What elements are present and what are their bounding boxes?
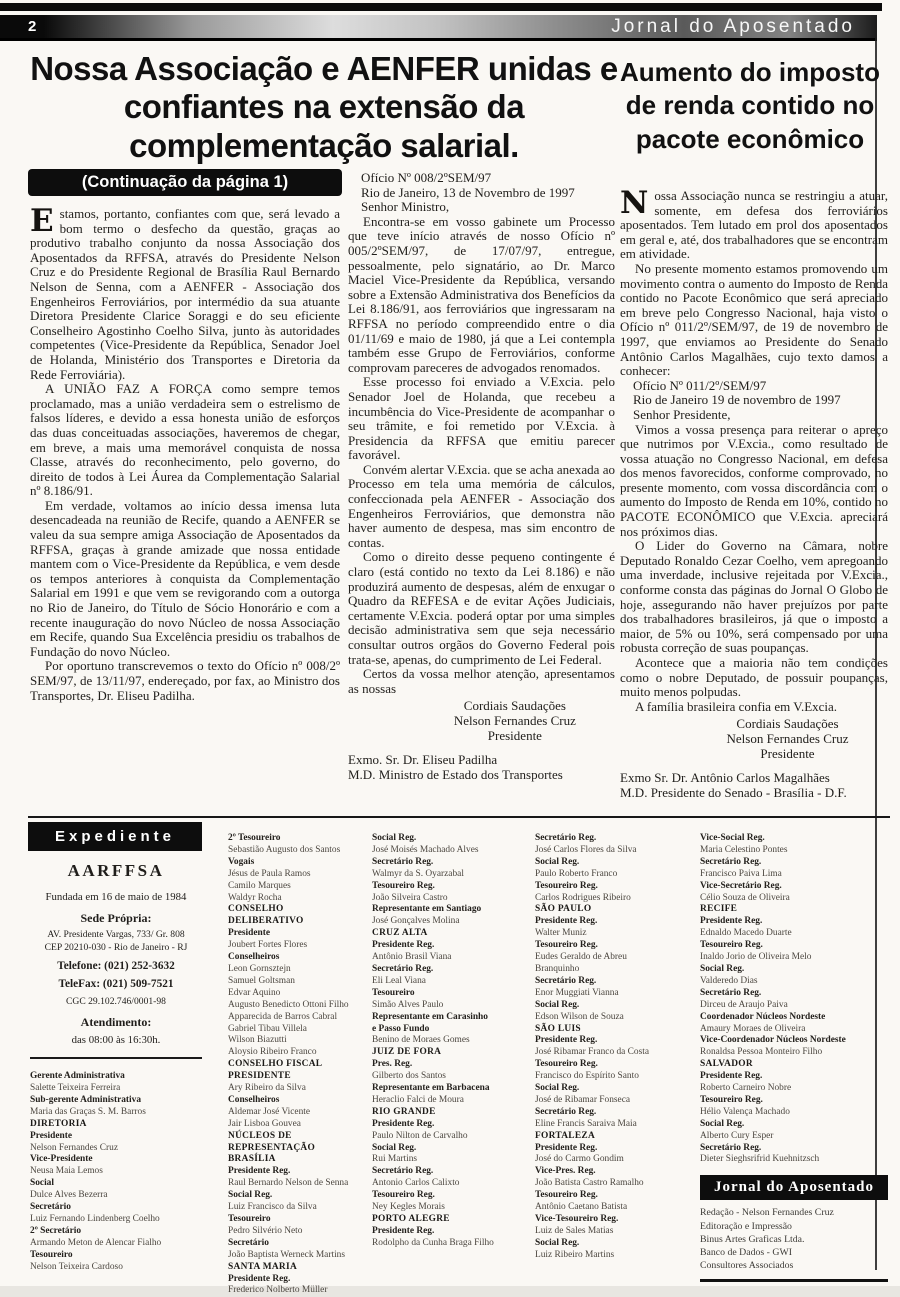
- masthead-column-e: [700, 833, 888, 1282]
- masthead-line: Antônio Caetano Batista: [535, 1202, 628, 1213]
- paragraph: Convém alertar V.Excia. que se acha anexada ao Processo em tela uma memória de cálculos, confeccionada pela AENFER - Associação dos Engenheiros Ferroviários, que demonstra não haver aumento de despesa, mas sim encontro de contas.: [348, 461, 615, 550]
- masthead-line: Antônio Brasil Viana: [372, 952, 452, 963]
- masthead-line: BRASÍLIA: [228, 1154, 276, 1165]
- masthead-line: Representante em Barbacena: [372, 1083, 490, 1094]
- staff-line: Dulce Alves Bezerra: [30, 1190, 108, 1201]
- masthead-line: RECIFE: [700, 904, 738, 915]
- masthead-line: SÃO LUIS: [535, 1023, 581, 1034]
- masthead-line: Tesoureiro Reg.: [535, 880, 598, 891]
- masthead-line: Enor Muggiati Vianna: [535, 987, 619, 998]
- masthead-divider-rule: [28, 816, 890, 818]
- masthead-line: Eline Francis Saraiva Maia: [535, 1118, 637, 1129]
- paragraph: Ofício Nº 008/2ºSEM/97: [361, 170, 492, 185]
- masthead-line: Tesoureiro: [228, 1214, 271, 1224]
- masthead-line: JUIZ DE FORA: [372, 1047, 442, 1058]
- drop-cap-n: N: [620, 185, 649, 221]
- masthead-line: Leon Gornsztejn: [228, 963, 291, 974]
- masthead-line: Edson Wilson de Souza: [535, 1011, 624, 1022]
- credit-line: Redação - Nelson Fernandes Cruz: [700, 1207, 834, 1219]
- masthead-line: Secretário Reg.: [535, 975, 597, 986]
- masthead-column-b: [228, 833, 370, 1297]
- masthead-line: Secretário: [228, 1237, 269, 1248]
- paragraph: Em verdade, voltamos ao início dessa imensa luta desencadeada na reunião de Recife, quando a AENFER se valeu da sua sempre amiga Associação de Aposentados da RFFSA, graças à grande amizade que nossa entidade mantem com o Vice-Presidente da República, e vem desde os tempos anteriores à conquista da Complementação Salarial em 1991 e que vem se revigorando com a outorga no Rio de Janeiro, do Título de Sócio Honorário e com a recente inauguração do novo Núcleo de nossa Associação em Recife, quando Sua Excelência presidiu os trabalhos de Fundação do novo Núcleo.: [30, 497, 340, 659]
- masthead-line: Luiz Ribeiro Martins: [535, 1249, 615, 1260]
- masthead-line: Carlos Rodrigues Ribeiro: [535, 892, 631, 903]
- masthead-line: Tesoureiro Reg.: [535, 1059, 598, 1070]
- paragraph: Esse processo foi enviado a V.Excia. pelo Senador Joel de Holanda, que recebeu a incumbência do Vice-Presidente de acompanhar o seu trâmite, e foi remetido por V.Excia. à Presidencia da RFFSA que emitiu parecer favorável.: [348, 374, 615, 463]
- masthead-line: Camilo Marques: [228, 880, 291, 891]
- masthead-line: Secretário Reg.: [372, 963, 434, 974]
- masthead-line: Rui Martins: [372, 1154, 418, 1165]
- masthead-line: Vice-Tesoureiro Reg.: [535, 1214, 619, 1224]
- masthead-line: Vice-Coordenador Núcleos Nordeste: [700, 1035, 846, 1046]
- page-header-bar: [0, 15, 877, 41]
- masthead-line: Ronaldsa Pessoa Monteiro Filho: [700, 1047, 823, 1058]
- masthead-line: José Moisés Machado Alves: [372, 844, 479, 855]
- lead-paragraph-text: stamos, portanto, confiantes com que, será levado a bom termo o desfecho da questão, graças ao produtivo trabalho conjunto da nossa Associação dos Aposentados da RFFSA, através do Presidente Nelson Cruz e do Presidente Regional de Brasília Raul Bernardo Nelson de Senna, com a AENFER - Associação dos Engenheiros Ferroviários, por intermédio da sua atuante Diretora Presidente Clarice Soraggi e do seu eficiente Conselheiro Agostinho Coelho Silva, junto às autoridades competentes (Vice-Presidente da República, Senador Joel de Holanda, Ministério dos Transportes e Diretoria da Rede Ferroviária).: [30, 206, 340, 382]
- staff-line: Sub-gerente Administrativa: [30, 1094, 142, 1105]
- paragraph: Certos da vossa melhor atenção, apresentamos as nossas: [348, 666, 615, 696]
- masthead-line: REPRESENTAÇÃO: [228, 1142, 316, 1153]
- paragraph: Cordiais Saudações: [736, 716, 839, 732]
- paragraph: Como o direito desse pequeno contingente é claro (está contido no texto da Lei 8.186) e não produzirá aumento de despesas, além de enxugar o Quadro da REFESA e de evitar Ações Judiciais, certamente V.Excia. poderá optar por uma simples decisão administrativa sem que seja necessário consultar outros orgãos do Governo Federal pois trata-se, apenas, do cumprimento de Lei Federal.: [348, 549, 615, 667]
- masthead-line: Augusto Benedicto Ottoni Filho: [228, 999, 349, 1010]
- masthead-line: Walter Muniz: [535, 928, 587, 939]
- masthead-line: Secretário Reg.: [700, 1142, 762, 1153]
- masthead-line: Social Reg.: [535, 856, 580, 867]
- masthead-line: Presidente Reg.: [228, 1273, 291, 1284]
- article-column-3: [620, 185, 888, 800]
- masthead-line: Secretário Reg.: [700, 856, 762, 867]
- masthead-line: João Silveira Castro: [372, 892, 448, 903]
- credits-bottom-rule: [700, 1279, 888, 1282]
- expediente-line: Telefone: (021) 252-3632: [57, 959, 175, 972]
- masthead-line: Sebastião Augusto dos Santos: [228, 844, 341, 855]
- paragraph: Presidente: [487, 727, 542, 743]
- masthead-column-e-lines: [700, 833, 888, 1166]
- masthead-line: Representante em Carasinho: [372, 1011, 488, 1022]
- expediente-line: CGC 29.102.746/0001-98: [66, 996, 166, 1007]
- credit-line: Editoração e Impressão: [700, 1220, 792, 1232]
- masthead-line: Ary Ribeiro da Silva: [228, 1083, 306, 1094]
- masthead-line: Valderedo Dias: [700, 975, 758, 986]
- masthead-line: Social Reg.: [535, 1237, 580, 1248]
- masthead-line: Joubert Fortes Flores: [228, 940, 308, 951]
- masthead-line: Alberto Cury Esper: [700, 1130, 774, 1141]
- masthead-line: Secretário Reg.: [372, 1166, 434, 1177]
- masthead-line: Vice-Secretário Reg.: [700, 880, 782, 891]
- staff-line: Gerente Administrativa: [30, 1071, 125, 1082]
- masthead-line: João Batista Castro Ramalho: [535, 1178, 644, 1189]
- masthead-line: Gabriel Tibau Villela: [228, 1023, 307, 1034]
- masthead-line: Social Reg.: [700, 1118, 745, 1129]
- masthead-line: Wilson Biazutti: [228, 1035, 287, 1046]
- masthead-line: Secretário Reg.: [372, 856, 434, 867]
- paragraph: Por oportuno transcrevemos o texto do Ofício nº 008/2º SEM/97, de 13/11/97, endereçado, por fax, ao Ministro dos Transportes, Dr. Eliseu Padilha.: [30, 658, 340, 703]
- masthead-line: Samuel Goltsman: [228, 975, 295, 986]
- main-headline: Nossa Associação e AENFER unidas e confiantes na extensão da complementação salarial.: [30, 50, 618, 164]
- masthead-line: RIO GRANDE: [372, 1106, 436, 1117]
- masthead-line: Aloysio Ribeiro Franco: [228, 1047, 317, 1058]
- masthead-line: Walmyr da S. Oyarzabal: [372, 868, 464, 879]
- masthead-line: Presidente Reg.: [700, 916, 763, 927]
- masthead-line: CRUZ ALTA: [372, 928, 428, 939]
- masthead-line: Vogais: [228, 856, 255, 867]
- paragraph: Rio de Janeiro, 13 de Novembro de 1997: [361, 184, 575, 200]
- masthead-line: Secretário Reg.: [700, 987, 762, 998]
- masthead-line: Benino de Moraes Gomes: [372, 1035, 470, 1046]
- expediente-line: AARFFSA: [67, 861, 165, 880]
- expediente-line: [30, 1057, 202, 1059]
- masthead-line: Eli Leal Viana: [372, 975, 426, 986]
- masthead-line: Branquinho: [535, 963, 580, 974]
- masthead-line: Pedro Silvério Neto: [228, 1225, 303, 1236]
- credit-line: Banco de Dados - GWI: [700, 1246, 792, 1258]
- paragraph: Presidente: [760, 745, 815, 761]
- continuation-badge: (Continuação da página 1): [28, 169, 342, 196]
- expediente-info-lines: [30, 860, 202, 1059]
- paragraph: No presente momento estamos promovendo um movimento contra o aumento do Imposto de Renda contido no Pacote Econômico que será apreciado em breve pelo Congresso Nacional, haja visto o Ofício nº 011/2º/SEM/97, de 19 de novembro de 1997, que enviamos ao Presidente do Senado Antônio Carlos Magalhães, cujo texto damos a conhecer:: [620, 260, 888, 379]
- paragraph: Cordiais Saudações: [463, 698, 566, 714]
- staff-line: Salette Teixeira Ferreira: [30, 1083, 121, 1093]
- credits-block: [700, 1175, 888, 1282]
- masthead-line: Simão Alves Paulo: [372, 999, 444, 1010]
- paragraph: A UNIÃO FAZ A FORÇA como sempre temos proclamado, mas a união verdadeira sem o estrelismo de falsos líderes, e devido a essa honesta união de esforços das duas conceituadas associações, haveremos de chegar, em breve, a mais uma memorável conquista de nossa Classe, através do reconhecimento, pelo governo, do direito de todos à Lei Áurea da Complementação Salarial nº 8.186/91.: [30, 381, 340, 499]
- expediente-line: Atendimento:: [80, 1015, 152, 1030]
- credit-line: Consultores Associados: [700, 1260, 794, 1272]
- masthead-line: José do Carmo Gondim: [535, 1154, 624, 1165]
- paragraph: A família brasileira confia em V.Excia.: [635, 698, 838, 714]
- masthead-line: Eudes Geraldo de Abreu: [535, 952, 627, 963]
- lead-paragraph-text: ossa Associação nunca se restringiu a atuar, somente, em defesa dos ferroviários aposentados. Tem lutado em prol dos aposentados em geral e, até, dos trabalhadores que se encontram em atividade.: [620, 188, 888, 262]
- expediente-line: AV. Presidente Vargas, 733/ Gr. 808: [47, 928, 185, 940]
- masthead-line: José Ribamar Franco da Costa: [535, 1047, 650, 1058]
- paragraph: O Lider do Governo na Câmara, nobre Deputado Ronaldo Cezar Coelho, vem apregoando uma inverdade, inclusive rejeitada por V.Excia., conforme consta das páginas do Jornal O Globo de hoje, assegurando não haver prejuízos por parte dos trabalhadores brasileiros, já que o imposto a maior, de 5% ou 10%, será compensado por uma robusta correção de suas poupanças.: [620, 538, 888, 656]
- secondary-headline: Aumento do imposto de renda contido no pacote econômico: [620, 57, 880, 154]
- paragraph: M.D. Presidente do Senado - Brasília - D.F.: [620, 784, 847, 800]
- masthead-line: Luiz de Sales Matias: [535, 1225, 614, 1236]
- masthead-line: Social Reg.: [700, 963, 745, 974]
- expediente-line: TeleFax: (021) 509-7521: [58, 978, 174, 991]
- masthead-line: Hélio Valença Machado: [700, 1106, 790, 1117]
- masthead-line: 2º Tesoureiro: [228, 833, 281, 843]
- masthead-line: Representante em Santiago: [372, 904, 482, 915]
- masthead-line: Presidente Reg.: [372, 1225, 435, 1236]
- paragraph: Exmo Sr. Dr. Antônio Carlos Magalhães: [620, 770, 830, 786]
- masthead-line: Edvar Aquino: [228, 987, 281, 998]
- masthead-line: Ney Kegles Morais: [372, 1202, 445, 1213]
- paragraph: Exmo. Sr. Dr. Eliseu Padilha: [348, 752, 498, 768]
- masthead-line: Tesoureiro Reg.: [700, 1094, 763, 1105]
- masthead-line: Presidente Reg.: [700, 1071, 763, 1082]
- expediente-info-column: [30, 858, 202, 1274]
- masthead-line: Pres. Reg.: [372, 1059, 413, 1070]
- masthead-line: DELIBERATIVO: [228, 916, 304, 927]
- drop-cap-e: E: [30, 203, 54, 239]
- masthead-line: Ednaldo Macedo Duarte: [700, 928, 792, 939]
- masthead-line: Social Reg.: [228, 1190, 273, 1201]
- staff-line: 2º Secretário: [30, 1225, 82, 1236]
- masthead-line: Social Reg.: [535, 999, 580, 1010]
- staff-line: Luiz Fernando Lindenberg Coelho: [30, 1213, 160, 1224]
- column3-paragraphs: [620, 262, 888, 800]
- masthead-line: João Baptista Werneck Martins: [228, 1249, 346, 1260]
- masthead-line: SÃO PAULO: [535, 904, 592, 915]
- masthead-line: Secretário Reg.: [535, 1106, 597, 1117]
- paragraph: Nelson Fernandes Cruz: [726, 730, 849, 746]
- paragraph: Senhor Presidente,: [633, 406, 731, 422]
- staff-line: Tesoureiro: [30, 1249, 73, 1260]
- masthead-line: Inaldo Jorio de Oliveira Melo: [700, 952, 812, 963]
- masthead-line: Coordenador Núcleos Nordeste: [700, 1011, 826, 1022]
- page-number: 2: [28, 18, 37, 35]
- masthead-line: Presidente Reg.: [535, 1142, 598, 1153]
- column1-paragraphs: [30, 382, 340, 703]
- masthead-line: Gilberto dos Santos: [372, 1071, 446, 1082]
- staff-line: Social: [30, 1178, 54, 1189]
- staff-line: Nelson Fernandes Cruz: [30, 1142, 119, 1153]
- staff-line: Vice-Presidente: [30, 1154, 93, 1165]
- staff-line: Maria das Graças S. M. Barros: [30, 1106, 146, 1117]
- masthead-line: e Passo Fundo: [372, 1023, 430, 1034]
- masthead-line: Heraclio Falci de Moura: [372, 1094, 464, 1105]
- staff-line: DIRETORIA: [30, 1118, 87, 1129]
- masthead-line: Apparecida de Barros Cabral: [228, 1011, 338, 1022]
- masthead-line: Francisco do Espírito Santo: [535, 1071, 639, 1082]
- newspaper-title: Jornal do Aposentado: [611, 15, 855, 37]
- masthead-line: Social Reg.: [372, 833, 417, 843]
- paragraph: Nelson Fernandes Cruz: [453, 712, 576, 728]
- masthead-column-c: [372, 833, 530, 1250]
- masthead-line: Dirceu de Araujo Paiva: [700, 999, 788, 1010]
- masthead-line: José Carlos Flores da Silva: [535, 844, 637, 855]
- expediente-line: Sede Própria:: [80, 911, 152, 926]
- lead-paragraph: [620, 185, 888, 262]
- masthead-line: Waldyr Rocha: [228, 892, 282, 903]
- article-column-2: [348, 171, 615, 782]
- masthead-line: Social Reg.: [535, 1083, 580, 1094]
- masthead-line: Frederico Nolberto Müller: [228, 1285, 328, 1296]
- masthead-line: CONSELHO FISCAL: [228, 1059, 323, 1070]
- expediente-line: CEP 20210-030 - Rio de Janeiro - RJ: [44, 942, 188, 954]
- paragraph: Ofício Nº 011/2º/SEM/97: [633, 377, 767, 393]
- masthead-line: CONSELHO: [228, 904, 284, 915]
- masthead-line: Presidente Reg.: [228, 1166, 291, 1177]
- masthead-line: Tesoureiro Reg.: [700, 940, 763, 951]
- masthead-line: Amaury Moraes de Oliveira: [700, 1023, 806, 1034]
- paragraph: Rio de Janeiro 19 de novembro de 1997: [633, 392, 841, 408]
- staff-line: Presidente: [30, 1130, 73, 1141]
- staff-line: Secretário: [30, 1202, 71, 1213]
- masthead-line: Paulo Roberto Franco: [535, 868, 618, 879]
- masthead-line: Luiz Francisco da Silva: [228, 1202, 317, 1213]
- masthead-line: Paulo Nilton de Carvalho: [372, 1130, 468, 1141]
- masthead-line: José Gonçalves Molina: [372, 916, 460, 927]
- masthead-line: Jésus de Paula Ramos: [228, 868, 311, 879]
- masthead-line: Aldemar José Vicente: [228, 1106, 311, 1117]
- masthead-line: Tesoureiro Reg.: [372, 880, 435, 891]
- masthead-line: PRESIDENTE: [228, 1071, 291, 1082]
- paragraph: Acontece que a maioria não tem condições como o nobre Deputado, de possuir poupanças, muito menos polpudas.: [620, 655, 888, 700]
- masthead-line: SALVADOR: [700, 1059, 753, 1070]
- masthead-line: NÚCLEOS DE: [228, 1130, 292, 1141]
- masthead-line: Francisco Paiva Lima: [700, 868, 782, 879]
- masthead-line: Tesoureiro: [372, 987, 415, 998]
- masthead-line: Rodolpho da Cunha Braga Filho: [372, 1237, 494, 1248]
- credit-line: Binus Artes Graficas Ltda.: [700, 1233, 805, 1245]
- expediente-title-box: [28, 822, 202, 851]
- masthead-line: Conselheiros: [228, 952, 280, 963]
- masthead-line: Antonio Carlos Calixto: [372, 1178, 460, 1189]
- paragraph: Encontra-se em vosso gabinete um Processo que teve início através de nosso Ofício nº 005/2ºSEM/97, de 17/07/97, entregue, pessoalmente, pelo signatário, ao Dr. Marco Maciel Vice-Presidente da República, versando sobre a Extensão Administrativa dos Benefícios da Lei 8.186/91, aos ferroviários que ingressaram na RFFSA no período compreendido entre o dia 01/11/69 e maio de 1980, já que a Lei contempla também esse Grupo de Ferroviários, conforme comprovam pareceres de advogados renomados.: [348, 213, 615, 375]
- masthead-line: Presidente Reg.: [372, 1118, 435, 1129]
- masthead-line: Maria Celestino Pontes: [700, 844, 788, 855]
- masthead-line: Presidente Reg.: [535, 916, 598, 927]
- staff-line: Armando Meton de Alencar Fialho: [30, 1237, 162, 1248]
- credits-lines: [700, 1206, 888, 1272]
- masthead-line: Raul Bernardo Nelson de Senna: [228, 1178, 349, 1189]
- masthead-line: José de Ribamar Fonseca: [535, 1094, 631, 1105]
- masthead-line: Social Reg.: [372, 1142, 417, 1153]
- masthead-line: Jair Lisboa Gouvea: [228, 1118, 301, 1129]
- credits-title-bar: Jornal do Aposentado: [700, 1175, 888, 1200]
- staff-line: Neusa Maia Lemos: [30, 1166, 103, 1177]
- top-edge-strip: [0, 3, 882, 11]
- masthead-line: SANTA MARIA: [228, 1261, 298, 1272]
- masthead-column-d: [535, 833, 695, 1262]
- masthead-line: Conselheiros: [228, 1094, 280, 1105]
- masthead-line: PORTO ALEGRE: [372, 1214, 450, 1224]
- paragraph: Senhor Ministro,: [361, 199, 450, 215]
- expediente-line: Fundada em 16 de maio de 1984: [45, 891, 187, 904]
- masthead-line: Presidente Reg.: [372, 940, 435, 951]
- expediente-line: das 08:00 às 16:30h.: [71, 1034, 161, 1047]
- masthead-line: Vice-Social Reg.: [700, 833, 765, 843]
- masthead-line: Presidente: [228, 928, 271, 939]
- masthead-line: Secretário Reg.: [535, 833, 597, 843]
- paragraph: Vimos a vossa presença para reiterar o apreço que nutrimos por V.Excia., como resultado de vossa atuação no Congresso Nacional, em defesa dos menos favorecidos, conforme comprovado, no presente momento, com vossa discordância com o aumento do Imposto de Renda em 10%, contido no PACOTE ECONÔMICO que V.Excia. apreciará nos próximos dias.: [620, 421, 888, 539]
- masthead-line: Tesoureiro Reg.: [372, 1190, 435, 1201]
- paragraph: M.D. Ministro de Estado dos Transportes: [348, 766, 563, 782]
- expediente-staff-lines: [30, 1071, 202, 1273]
- article-column-1: [30, 203, 340, 703]
- masthead-line: Vice-Pres. Reg.: [535, 1166, 596, 1177]
- masthead-line: Tesoureiro Reg.: [535, 1190, 598, 1201]
- masthead-line: Tesoureiro Reg.: [535, 940, 598, 951]
- masthead-line: Presidente Reg.: [535, 1035, 598, 1046]
- column2-paragraphs: [348, 171, 615, 782]
- masthead-line: Célio Souza de Oliveira: [700, 892, 790, 903]
- masthead-line: Roberto Carneiro Nobre: [700, 1083, 792, 1094]
- staff-line: Nelson Teixeira Cardoso: [30, 1261, 123, 1272]
- lead-paragraph: [30, 203, 340, 382]
- masthead-line: FORTALEZA: [535, 1130, 596, 1141]
- expediente-title: Expediente: [54, 828, 176, 845]
- masthead-line: Dieter Sieghsrifrid Kuehnitzsch: [700, 1154, 820, 1165]
